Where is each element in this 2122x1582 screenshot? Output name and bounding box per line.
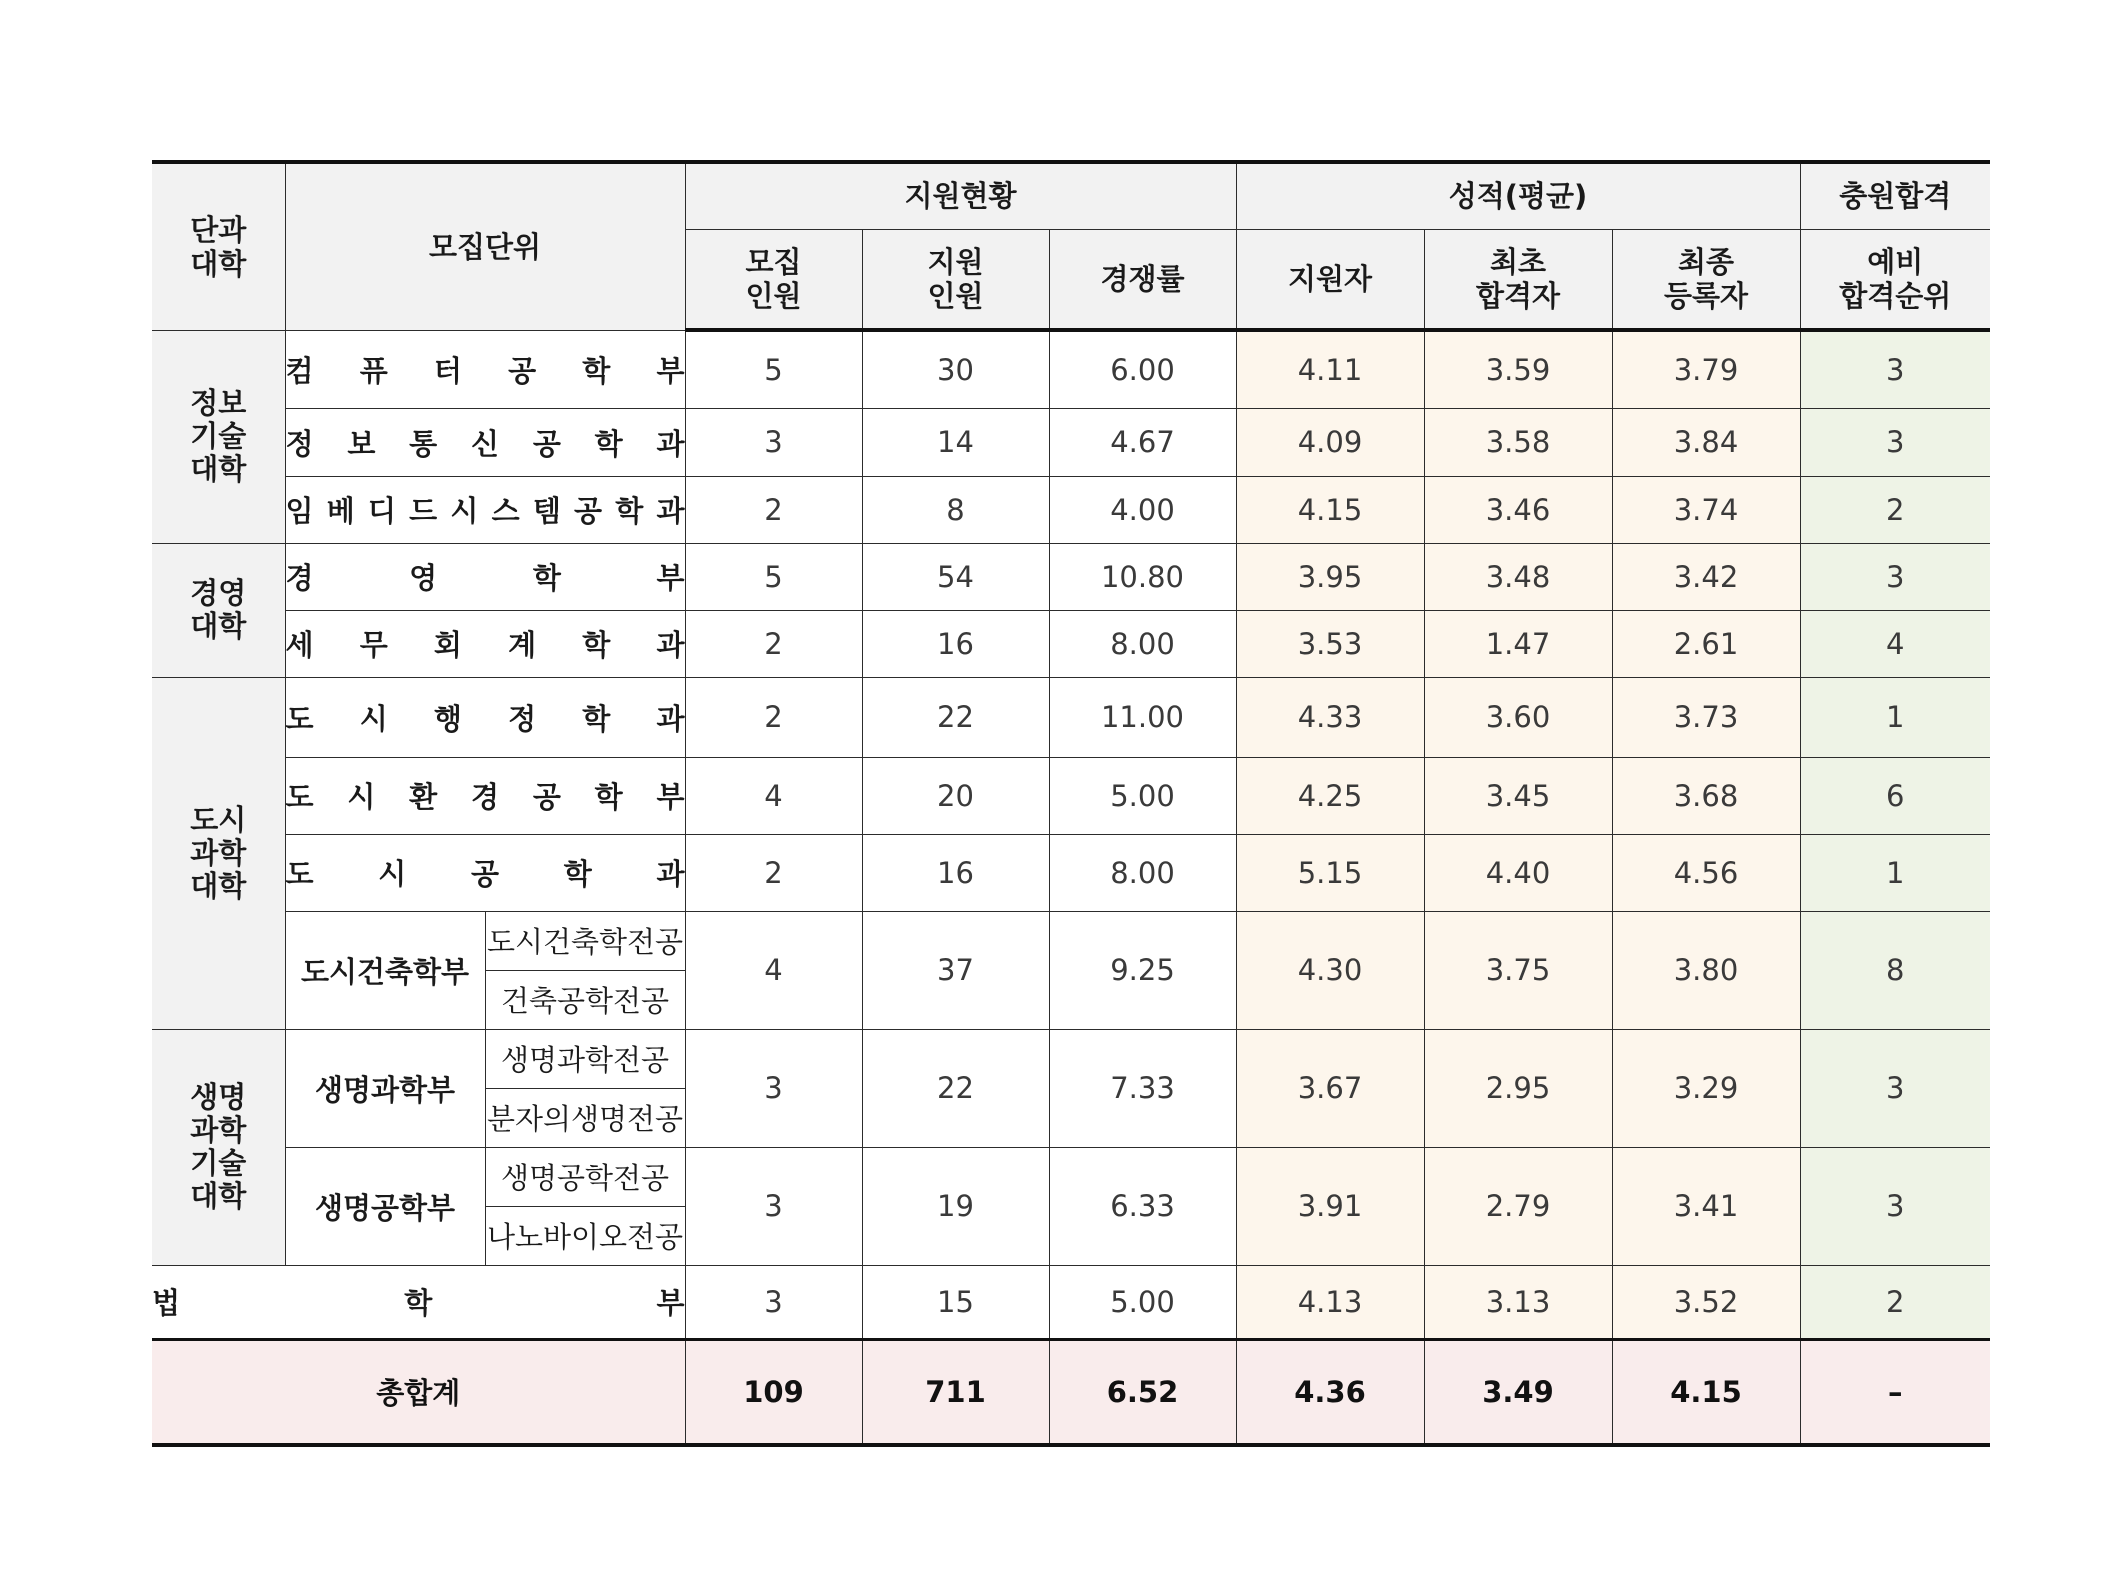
score-final-cell: 3.68	[1612, 757, 1800, 834]
applicants-cell: 37	[862, 911, 1049, 1029]
dept-cell: 생명과학부	[285, 1029, 485, 1147]
total-reserve: –	[1800, 1339, 1990, 1445]
score-final-cell: 3.42	[1612, 543, 1800, 610]
reserve-rank-cell: 2	[1800, 476, 1990, 543]
total-score-applicant: 4.36	[1236, 1339, 1424, 1445]
unit-cell	[285, 610, 685, 677]
applicants-cell: 8	[862, 476, 1049, 543]
header-row-top	[152, 162, 1990, 229]
score-first-cell: 3.13	[1424, 1265, 1612, 1339]
table-row	[152, 677, 1990, 757]
reserve-rank-cell: 3	[1800, 1029, 1990, 1147]
header-reserve-rank: 예비 합격순위	[1800, 229, 1990, 330]
ratio-cell: 8.00	[1049, 834, 1236, 911]
score-applicant-cell: 4.13	[1236, 1265, 1424, 1339]
unit-label: 도 시 환 경 공 학 부	[285, 780, 685, 814]
major-cell: 분자의생명전공	[485, 1088, 685, 1147]
applicants-cell: 22	[862, 677, 1049, 757]
score-final-cell: 4.56	[1612, 834, 1800, 911]
reserve-rank-cell: 2	[1800, 1265, 1990, 1339]
table-row	[152, 330, 1990, 408]
score-first-cell: 3.75	[1424, 911, 1612, 1029]
reserve-rank-cell: 3	[1800, 543, 1990, 610]
ratio-cell: 5.00	[1049, 757, 1236, 834]
score-applicant-cell: 4.25	[1236, 757, 1424, 834]
recruit-cell: 4	[685, 911, 862, 1029]
score-final-cell: 2.61	[1612, 610, 1800, 677]
applicants-cell: 19	[862, 1147, 1049, 1265]
table-row	[152, 757, 1990, 834]
unit-cell	[285, 834, 685, 911]
unit-label: 임 베 디 드 시 스 템 공 학 과	[285, 494, 685, 528]
ratio-cell: 5.00	[1049, 1265, 1236, 1339]
score-applicant-cell: 4.09	[1236, 408, 1424, 476]
unit-label: 정 보 통 신 공 학 과	[285, 426, 685, 461]
table-row	[152, 911, 1990, 970]
table-row	[152, 1029, 1990, 1088]
recruit-cell: 3	[685, 408, 862, 476]
header-score-first: 최초 합격자	[1424, 229, 1612, 330]
total-applicants: 711	[862, 1339, 1049, 1445]
score-first-cell: 2.79	[1424, 1147, 1612, 1265]
reserve-rank-cell: 1	[1800, 677, 1990, 757]
reserve-rank-cell: 3	[1800, 408, 1990, 476]
score-applicant-cell: 3.91	[1236, 1147, 1424, 1265]
unit-label: 컴 퓨 터 공 학 부	[285, 353, 685, 388]
unit-cell	[285, 757, 685, 834]
major-cell: 도시건축학전공	[485, 911, 685, 970]
header-reserve-group: 충원합격	[1800, 162, 1990, 229]
score-first-cell: 2.95	[1424, 1029, 1612, 1147]
score-applicant-cell: 5.15	[1236, 834, 1424, 911]
score-final-cell: 3.74	[1612, 476, 1800, 543]
header-unit: 모집단위	[285, 162, 685, 330]
applicants-cell: 54	[862, 543, 1049, 610]
applicants-cell: 16	[862, 834, 1049, 911]
ratio-cell: 7.33	[1049, 1029, 1236, 1147]
major-cell: 나노바이오전공	[485, 1206, 685, 1265]
score-applicant-cell: 4.15	[1236, 476, 1424, 543]
recruit-cell: 2	[685, 834, 862, 911]
total-row	[152, 1339, 1990, 1445]
applicants-cell: 30	[862, 330, 1049, 408]
table-row	[152, 543, 1990, 610]
score-final-cell: 3.84	[1612, 408, 1800, 476]
score-final-cell: 3.79	[1612, 330, 1800, 408]
recruit-cell: 2	[685, 476, 862, 543]
table-row	[152, 408, 1990, 476]
score-final-cell: 3.52	[1612, 1265, 1800, 1339]
unit-label: 세 무 회 계 학 과	[285, 628, 685, 662]
score-applicant-cell: 3.53	[1236, 610, 1424, 677]
score-final-cell: 3.73	[1612, 677, 1800, 757]
applicants-cell: 22	[862, 1029, 1049, 1147]
dept-cell: 생명공학부	[285, 1147, 485, 1265]
unit-label: 도 시 공 학 과	[285, 857, 685, 891]
ratio-cell: 10.80	[1049, 543, 1236, 610]
ratio-cell: 4.67	[1049, 408, 1236, 476]
reserve-rank-cell: 3	[1800, 1147, 1990, 1265]
college-cell: 도시 과학 대학	[152, 677, 285, 1029]
score-first-cell: 3.60	[1424, 677, 1612, 757]
table-row	[152, 1265, 1990, 1339]
applicants-cell: 16	[862, 610, 1049, 677]
header-college: 단과 대학	[152, 162, 285, 330]
major-cell: 생명공학전공	[485, 1147, 685, 1206]
applicants-cell: 14	[862, 408, 1049, 476]
score-first-cell: 3.46	[1424, 476, 1612, 543]
score-applicant-cell: 4.30	[1236, 911, 1424, 1029]
recruit-cell: 5	[685, 330, 862, 408]
ratio-cell: 6.33	[1049, 1147, 1236, 1265]
total-label: 총합계	[152, 1339, 685, 1445]
reserve-rank-cell: 3	[1800, 330, 1990, 408]
reserve-rank-cell: 6	[1800, 757, 1990, 834]
score-first-cell: 1.47	[1424, 610, 1612, 677]
header-ratio: 경쟁률	[1049, 229, 1236, 330]
score-applicant-cell: 4.33	[1236, 677, 1424, 757]
unit-cell	[152, 1265, 685, 1339]
total-ratio: 6.52	[1049, 1339, 1236, 1445]
score-final-cell: 3.29	[1612, 1029, 1800, 1147]
unit-cell	[285, 476, 685, 543]
unit-cell	[285, 543, 685, 610]
reserve-rank-cell: 4	[1800, 610, 1990, 677]
header-score-final: 최종 등록자	[1612, 229, 1800, 330]
ratio-cell: 8.00	[1049, 610, 1236, 677]
table-row	[152, 1147, 1990, 1206]
recruit-cell: 5	[685, 543, 862, 610]
header-apply-group: 지원현황	[685, 162, 1236, 229]
major-cell: 생명과학전공	[485, 1029, 685, 1088]
college-cell: 정보 기술 대학	[152, 330, 285, 543]
ratio-cell: 11.00	[1049, 677, 1236, 757]
header-score-group: 성적(평균)	[1236, 162, 1800, 229]
score-first-cell: 3.59	[1424, 330, 1612, 408]
score-applicant-cell: 4.11	[1236, 330, 1424, 408]
reserve-rank-cell: 8	[1800, 911, 1990, 1029]
major-cell: 건축공학전공	[485, 970, 685, 1029]
score-final-cell: 3.80	[1612, 911, 1800, 1029]
admission-results-table	[152, 160, 1990, 1447]
ratio-cell: 9.25	[1049, 911, 1236, 1029]
total-score-final: 4.15	[1612, 1339, 1800, 1445]
table-row	[152, 834, 1990, 911]
total-score-first: 3.49	[1424, 1339, 1612, 1445]
applicants-cell: 20	[862, 757, 1049, 834]
recruit-cell: 4	[685, 757, 862, 834]
recruit-cell: 3	[685, 1029, 862, 1147]
score-first-cell: 3.45	[1424, 757, 1612, 834]
header-applicants: 지원 인원	[862, 229, 1049, 330]
college-cell: 생명 과학 기술 대학	[152, 1029, 285, 1265]
header-recruit: 모집 인원	[685, 229, 862, 330]
recruit-cell: 3	[685, 1147, 862, 1265]
score-first-cell: 4.40	[1424, 834, 1612, 911]
recruit-cell: 2	[685, 610, 862, 677]
ratio-cell: 6.00	[1049, 330, 1236, 408]
unit-label: 경 영 학 부	[285, 561, 685, 595]
unit-cell	[285, 330, 685, 408]
recruit-cell: 2	[685, 677, 862, 757]
score-applicant-cell: 3.95	[1236, 543, 1424, 610]
unit-cell	[285, 677, 685, 757]
applicants-cell: 15	[862, 1265, 1049, 1339]
unit-label: 법 학 부	[152, 1286, 685, 1320]
score-final-cell: 3.41	[1612, 1147, 1800, 1265]
table-row	[152, 476, 1990, 543]
reserve-rank-cell: 1	[1800, 834, 1990, 911]
unit-cell	[285, 408, 685, 476]
score-first-cell: 3.48	[1424, 543, 1612, 610]
score-first-cell: 3.58	[1424, 408, 1612, 476]
admission-results-page	[152, 160, 1990, 1447]
table-row	[152, 610, 1990, 677]
header-score-applicant: 지원자	[1236, 229, 1424, 330]
college-cell: 경영 대학	[152, 543, 285, 677]
total-recruit: 109	[685, 1339, 862, 1445]
score-applicant-cell: 3.67	[1236, 1029, 1424, 1147]
dept-cell: 도시건축학부	[285, 911, 485, 1029]
ratio-cell: 4.00	[1049, 476, 1236, 543]
unit-label: 도 시 행 정 학 과	[285, 701, 685, 736]
recruit-cell: 3	[685, 1265, 862, 1339]
